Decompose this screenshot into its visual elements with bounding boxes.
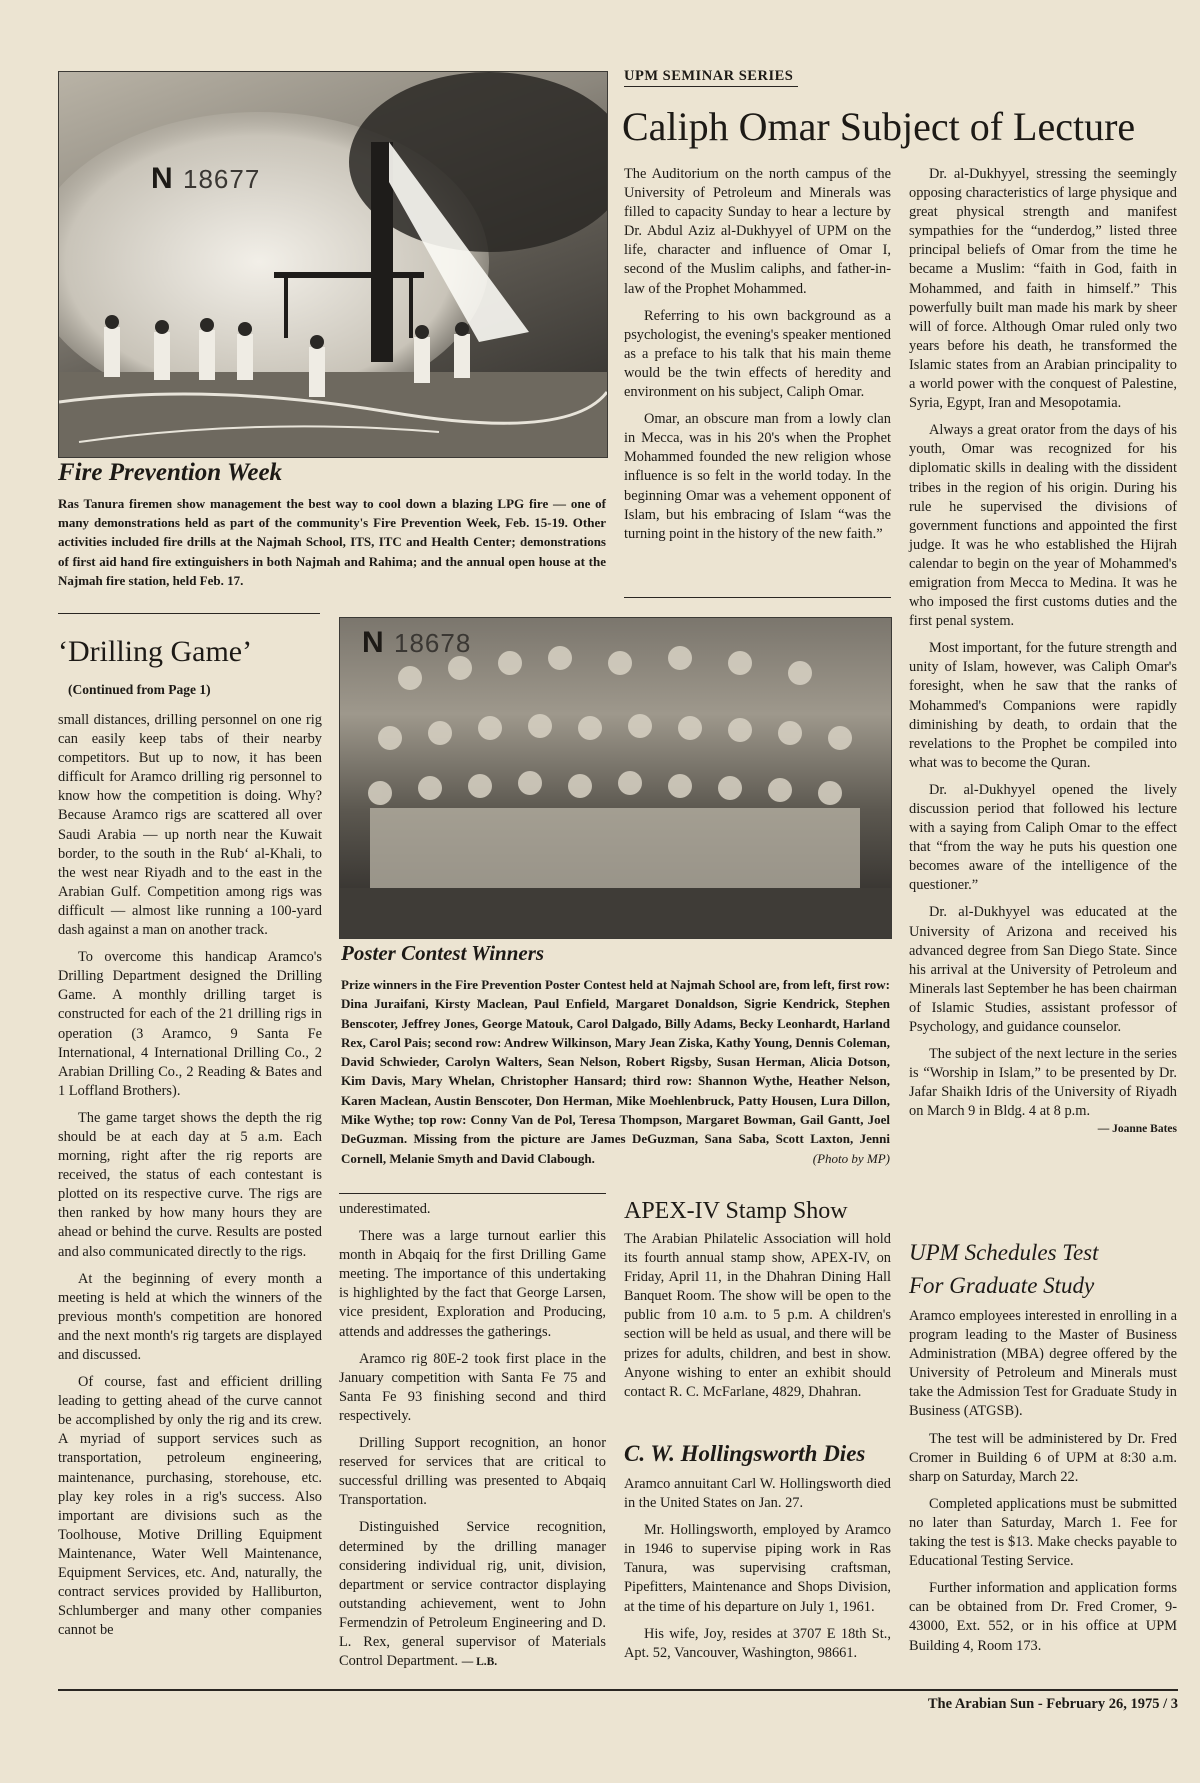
seminar-series-label: UPM SEMINAR SERIES (624, 68, 794, 84)
hollingsworth-body (624, 1475, 891, 1663)
divider (624, 597, 891, 598)
footer-rule (58, 1689, 1178, 1691)
group-photo-illustration (340, 618, 891, 938)
paragraph: Referring to his own background as a psychologist, the evening's speaker mentioned as a preface to his talk that his main theme would be the twin effects of heredity and environment on his subject, Caliph Omar. (624, 307, 891, 401)
drilling-byline: — L.B. (461, 1656, 498, 1669)
paragraph: To overcome this handicap Aramco's Drilling Department designed the Drilling Game. A monthly drilling target is constructed for each of the 21 drilling rigs in operation (3 Aramco, 9 Santa Fe International, 4 International Drilling Co., 2 Arabian Drilling Co., 2 Reading & Bates and 1 Loffland Brothers). (58, 949, 322, 1099)
paragraph: Distinguished Service recognition, determined by the drilling manager considering individual rig, unit, division, department or service contractor displaying outstanding achievement, went to John Fermendzin of Petroleum Engineering and D. L. Rex, general supervisor of Materials Control Department. — L.B. (339, 1519, 606, 1670)
paragraph: His wife, Joy, resides at 3707 E 18th St., Apt. 52, Vancouver, Washington, 98661. (624, 1625, 891, 1661)
apex-headline: APEX-IV Stamp Show (624, 1198, 848, 1224)
apex-body: The Arabian Philatelic Association will hold its fourth annual stamp show, APEX-IV, on Friday, April 11, in the Dhahran Dining Hall Banquet Room. The show will be open to the public from 10 a.m. to 5 p.m. A children's section will be held as usual, and there will be prizes for adults, children, and best in show. Anyone wishing to enter an exhibit should contact R. C. McFarlane, 4829, Dhahran. (624, 1231, 891, 1400)
fire-scene-illustration (59, 72, 607, 457)
paragraph: The test will be administered by Dr. Fred Cromer in Building 6 of UPM at 8:30 a.m. sharp on Saturday, March 22. (909, 1430, 1177, 1485)
fire-prevention-caption: Ras Tanura firemen show management the best way to cool down a blazing LPG fire — one of many demonstrations held as part of the community's Fire Prevention Week, Feb. 15-19. Other activities included fire drills at the Najmah School, ITS, ITC and Health Center; demonstrations of first aid hand fire extinguishers in both Najmah and Rahima; and the annual open house at the Najmah fire station, held Feb. 17. (58, 496, 606, 588)
paragraph: Omar, an obscure man from a lowly clan in Mecca, was in his 20's when the Prophet Mohammed founded the new religion whose influence is so felt in the world today. In the beginning Omar was a vehement opponent of Islam, but his embracing of Islam “was the turning point in the history of the new faith.” (624, 411, 891, 542)
paragraph: Aramco employees interested in enrolling in a program leading to the Master of Business Administration (MBA) degree offered by the University of Petroleum and Minerals must take the Admission Test for Graduate Study in Business (ATGSB). (909, 1308, 1177, 1420)
divider (58, 613, 320, 614)
negative-number-fire: N 18677 (151, 162, 261, 195)
seminar-column-2 (909, 165, 1177, 1139)
headline-line: For Graduate Study (909, 1273, 1095, 1298)
negative-number-poster: N 18678 (362, 626, 472, 659)
paragraph: Aramco rig 80E-2 took first place in the January competition with Santa Fe 75 and Santa Fe 93 finishing second and third respectively. (339, 1350, 606, 1424)
paragraph: Mr. Hollingsworth, employed by Aramco in 1946 to supervise piping work in Ras Tanura, was supervising craftsman, Pipefitters, Maintenance and Shops Division, at the time of his departure on July 1, 1961. (624, 1522, 891, 1615)
paragraph: small distances, drilling personnel on one rig can easily keep tabs of their nearby competitors. But up to now, it has been difficult for Aramco drilling rig personnel to know how the competition is doing. Why? Because Aramco rigs are scattered all over Saudi Arabia — up north near the Kuwait border, to the south in the Rub‘ al-Khali, to the west near Riyadh and to the east in the Arabian Gulf. Competition among rigs was difficult — almost like running a 100-yard dash against a man on another track. (58, 712, 322, 939)
paragraph: At the beginning of every month a meeting is held at which the winners of the previous month's competition are honored and the next month's rig targets are displayed and discussed. (58, 1270, 322, 1363)
seminar-headline: Caliph Omar Subject of Lecture (622, 104, 1136, 149)
headline-line: UPM Schedules Test (909, 1240, 1099, 1265)
paragraph: Further information and application forms can be obtained from Dr. Fred Cromer, 9-43000, Ext. 552, or in his office at UPM Building 4, Room 173. (909, 1580, 1177, 1654)
paragraph: Always a great orator from the days of his youth, Omar was recognized for his diplomatic skills in dealing with the dissident tribes in the region of his origin. During his rule he supervised the divisions of government functions and appointed the first judge. It was he who established the Hijrah calendar to begin on the year of Mohammed's emigration from Mecca to Medina. It was he who imposed the first customs duties and the first penal system. (909, 422, 1177, 630)
seminar-column-1 (624, 165, 891, 552)
fire-prevention-title: Fire Prevention Week (58, 459, 283, 486)
paragraph: Of course, fast and efficient drilling leading to getting ahead of the curve cannot be accomplished by only the rig and its crew. A myriad of support services such as transportation, petroleum engineering, maintenance, purchasing, storehouse, etc. play key roles in a rig's success. Also important are divisions such as the Toolhouse, Motive Drilling Equipment Maintenance, Water Well Maintenance, Equipment Services, etc. And, naturally, the contract services provided by Halliburton, Schlumberger and many other companies cannot be (58, 1374, 322, 1639)
paragraph: There was a large turnout earlier this month in Abqaiq for the first Drilling Game meeting. The importance of this undertaking is highlighted by the fact that George Larsen, vice president, Exploration and Producing, attends and addresses the gatherings. (339, 1228, 606, 1340)
divider (339, 1193, 606, 1194)
poster-contest-title: Poster Contest Winners (341, 941, 545, 965)
paragraph: Dr. al-Dukhyyel opened the lively discussion period that followed his lecture with a saying from Caliph Omar to the effect that “from the way he puts his question one becomes aware of the intelligence of the questioner.” (909, 781, 1177, 894)
paragraph: Drilling Support recognition, an honor reserved for services that are critical to successful drilling was presented to Abqaiq Transportation. (339, 1435, 606, 1509)
upm-test-headline (909, 1236, 1099, 1302)
hollingsworth-headline: C. W. Hollingsworth Dies (624, 1441, 866, 1466)
paragraph: Completed applications must be submitted no later than Saturday, March 1. Fee for taking the test is $13. Make checks payable to Educational Testing Service. (909, 1495, 1177, 1570)
paragraph: Dr. al-Dukhyyel, stressing the seemingly opposing characteristics of large physique and great physical strength and manifest sympathies for the “underdog,” listed three principal beliefs of Omar from the time he became a Muslim: “faith in God, faith in Mohammed, and faith in himself.” This powerfully built man made his mark by sheer will of force. Although Omar ruled only two years before his death, he transformed the Islamic states from an Arabian principality to a world power with the conquest of Palestine, Syria, Egypt, Iran and Mesopotamia. (909, 166, 1177, 412)
paragraph: The game target shows the depth the rig should be at each day at 5 a.m. Each morning, right after the rig reports are received, the status of each contestant is plotted on its respective curve. The rigs are then ranked by how many hours they are ahead or behind the curve. Results are posted and also communicated directly to the rigs. (58, 1109, 322, 1260)
poster-contest-caption: Prize winners in the Fire Prevention Poster Contest held at Najmah School are, from left, first row: Dina Juraifani, Kirsty Maclean, Paul Enfield, Margaret Donaldson, Sigrie Kendrick, Stephen Benscoter, Jeffrey Jones, George Matouk, Carol Dalgado, Billy Adams, Becky Leonhardt, Harland Rex, Carol Pais; second row: Andrew Wilkinson, Mary Jean Ziska, Kathy Young, Dennis Coleman, David Schwieder, Carolyn Walters, Sean Nelson, Robert Rigsby, Susan Herman, Alicia Dotson, Kim Davis, Mary Whelan, Christopher Hansard; third row: Shannon Wythe, Heather Nelson, Karen Maclean, Austin Benscoter, Don Herman, Mike Moehlenbruck, Patty Housen, Lura Dillon, Mike Wythe; top row: Conny Van de Pol, Teresa Thompson, Margaret Bowman, Gail Gantt, Joel DeGuzman. Missing from the picture are James DeGuzman, Sana Saba, Scott Laxton, Jenni Cornell, Melanie Smyth and David Clabough. (Photo by MP) (341, 975, 890, 1168)
paragraph: underestimated. (339, 1201, 431, 1217)
fire-photo (58, 71, 608, 458)
seminar-byline: — Joanne Bates (1097, 1122, 1177, 1135)
poster-contest-photo (339, 617, 892, 939)
paragraph: Most important, for the future strength and unity of Islam, however, was Caliph Omar's foresight, when he saw that the ranks of Mohammed's Companions were rapidly diminishing by death, to ordain that the revelations to the Prophet be compiled into what was to become the Quran. (909, 640, 1177, 771)
drilling-game-headline: ‘Drilling Game’ (58, 635, 253, 668)
paragraph: The Auditorium on the north campus of the University of Petroleum and Minerals was filled to capacity Sunday to hear a lecture by Dr. Abdul Aziz al-Dukhyyel of UPM on the life, character and influence of Omar I, second of the Muslim caliphs, and father-in-law of the Prophet Mohammed. (624, 166, 891, 297)
photo-credit: (Photo by MP) (812, 1150, 890, 1166)
series-underline (624, 86, 798, 87)
paragraph: Aramco annuitant Carl W. Hollingsworth died in the United States on Jan. 27. (624, 1476, 891, 1512)
paragraph: Dr. al-Dukhyyel was educated at the University of Arizona and received his advanced degree from San Diego State. Since his arrival at the University of Petroleum and Minerals last September he has been chairman of Islamic Studies, assistant professor of Psychology, and guidance counselor. (909, 904, 1177, 1036)
drilling-column-1 (58, 711, 322, 1640)
drilling-column-2 (339, 1200, 606, 1672)
paragraph: The subject of the next lecture in the series is “Worship in Islam,” to be presented by Dr. Jafar Shaikh Idris of the University of Riyadh on March 9 in Bldg. 4 at 8 p.m. (909, 1046, 1177, 1120)
continued-note: (Continued from Page 1) (68, 682, 211, 697)
upm-test-body (909, 1307, 1177, 1656)
page-footer: The Arabian Sun - February 26, 1975 / 3 (927, 1696, 1178, 1712)
